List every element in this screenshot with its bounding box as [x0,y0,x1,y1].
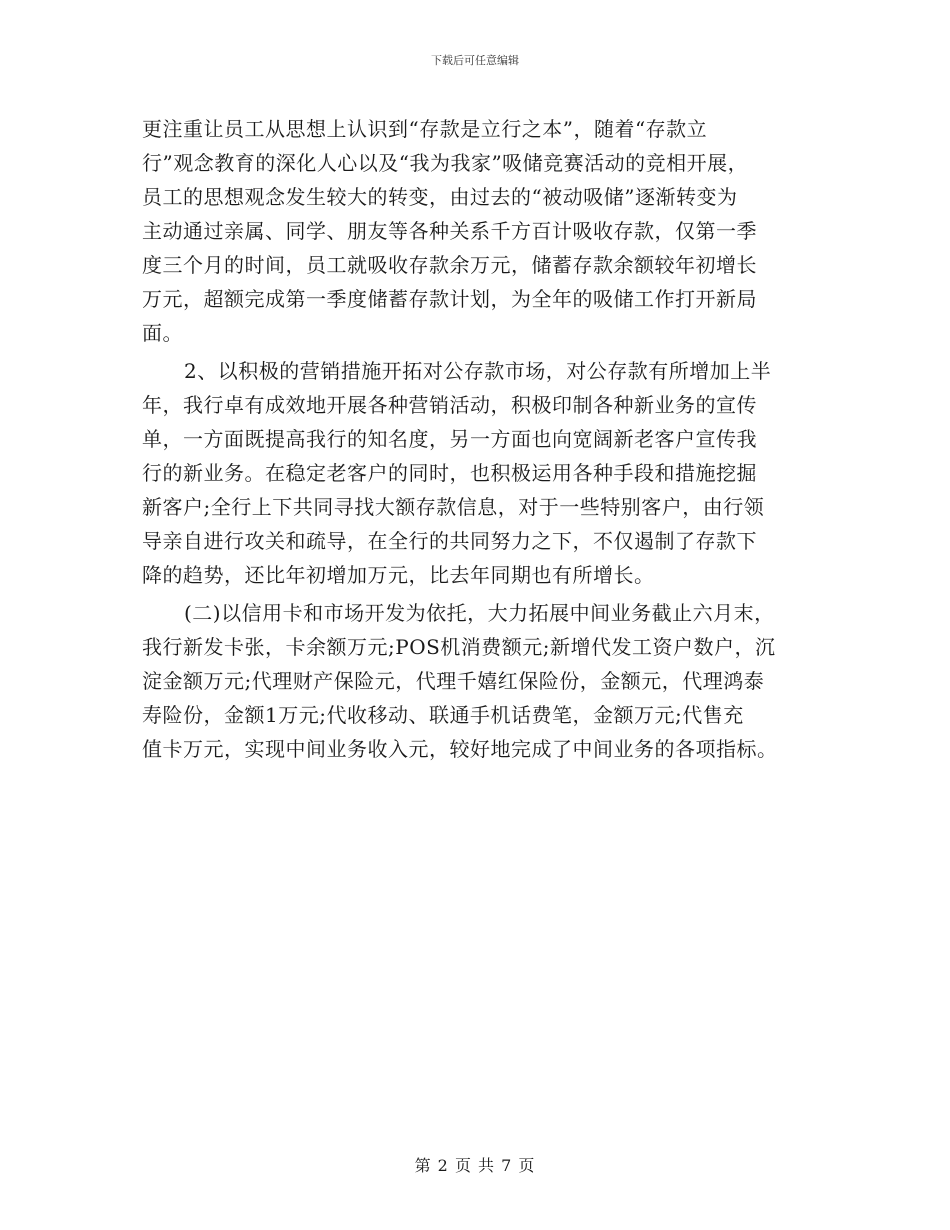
text-line: 2、以积极的营销措施开拓对公存款市场，对公存款有所增加上半 [184,359,772,383]
text-line: 年，我行卓有成效地开展各种营销活动，积极印制各种新业务的宣传 [142,393,757,417]
text-line: 度三个月的时间，员工就吸收存款余万元，储蓄存款余额较年初增长 [142,253,757,277]
page-header: 下载后可任意编辑 [431,54,519,67]
text-line: 值卡万元，实现中间业务收入元，较好地完成了中间业务的各项指标。 [142,737,778,761]
text-line: 导亲自进行攻关和疏导，在全行的共同努力之下，不仅遏制了存款下 [142,529,757,553]
text-line: 员工的思想观念发生较大的转变，由过去的“被动吸储”逐渐转变为 [142,185,738,209]
paragraph-corporate-deposits [142,354,812,592]
document-body [142,112,812,766]
text-line: 面。 [142,321,183,345]
text-line: 降的趋势，还比年初增加万元，比去年同期也有所增长。 [142,563,655,587]
text-line: 行”观念教育的深化人心以及“我为我家”吸储竞赛活动的竞相开展， [142,151,749,175]
page-number: 第 2 页 共 7 页 [414,1156,536,1175]
text-line: 万元，超额完成第一季度储蓄存款计划，为全年的吸储工作打开新局 [142,287,757,311]
text-line: 更注重让员工从思想上认识到“存款是立行之本”，随着“存款立 [142,117,708,141]
text-line: 行的新业务。在稳定老客户的同时，也积极运用各种手段和措施挖掘 [142,461,757,485]
text-line: 我行新发卡张，卡余额万元;POS机消费额元;新增代发工资户数户，沉 [142,635,776,659]
text-line: 主动通过亲属、同学、朋友等各种关系千方百计吸收存款，仅第一季 [142,219,757,243]
paragraph-deposit-awareness [142,112,812,350]
text-line: (二)以信用卡和市场开发为依托，大力拓展中间业务截止六月末， [184,601,775,625]
text-line: 新客户;全行上下共同寻找大额存款信息，对于一些特别客户，由行领 [142,495,765,519]
text-line: 淀金额万元;代理财产保险元，代理千嬉红保险份，金额元，代理鸿泰 [142,669,765,693]
text-line: 单，一方面既提高我行的知名度，另一方面也向宽阔新老客户宣传我 [142,427,757,451]
paragraph-intermediate-business [142,596,812,766]
text-line: 寿险份，金额1万元;代收移动、联通手机话费笔，金额万元;代售充 [142,703,744,727]
